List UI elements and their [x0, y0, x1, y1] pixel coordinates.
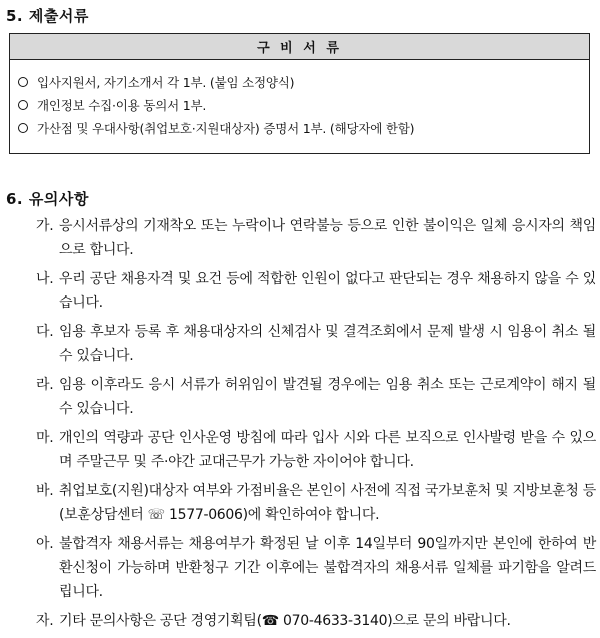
note-label: 아.: [36, 536, 54, 552]
document-item: [18, 93, 589, 116]
document-item: [18, 116, 589, 139]
circle-bullet-icon: [18, 77, 28, 87]
document-item-text: 가산점 및 우대사항(취업보호·지원대상자) 증명서 1부. (해당자에 한함): [37, 120, 415, 136]
note-item: [36, 320, 596, 368]
document-item-text: 개인정보 수집·이용 동의서 1부.: [37, 97, 207, 113]
note-text: 기타 문의사항은 공단 경영기획팀(☎ 070-4633-3140)으로 문의 바랍니다.: [59, 613, 511, 629]
notes-list: [36, 214, 596, 638]
note-item: [36, 532, 596, 604]
note-text: 불합격자 채용서류는 채용여부가 확정된 날 이후 14일부터 90일까지만 본인에 한하여 반환신청이 가능하며 반환청구 기간 이후에는 불합격자의 채용서류 일체를 파기함을 알려드립니다.: [59, 536, 596, 600]
section-5-title: 5. 제출서류: [6, 7, 89, 25]
document-item: [18, 70, 589, 93]
circle-bullet-icon: [18, 123, 28, 133]
note-text: 임용 이후라도 응시 서류가 허위임이 발견될 경우에는 임용 취소 또는 근로계약이 해지 될 수 있습니다.: [59, 377, 596, 417]
note-item: [36, 267, 596, 315]
note-label: 자.: [36, 613, 54, 629]
note-text: 취업보호(지원)대상자 여부와 가점비율은 본인이 사전에 직접 국가보훈처 및 지방보훈청 등(보훈상담센터 ☏ 1577-0606)에 확인하여야 합니다.: [59, 483, 596, 523]
note-label: 라.: [36, 377, 54, 393]
note-label: 나.: [36, 271, 54, 287]
note-text: 개인의 역량과 공단 인사운영 방침에 따라 입사 시와 다른 보직으로 인사발령 받을 수 있으며 주말근무 및 주·야간 교대근무가 가능한 자이어야 합니다.: [59, 430, 596, 470]
note-label: 바.: [36, 483, 54, 499]
documents-box: [9, 33, 590, 154]
note-text: 응시서류상의 기재착오 또는 누락이나 연락불능 등으로 인한 불이익은 일체 응시자의 책임으로 합니다.: [59, 218, 596, 258]
circle-bullet-icon: [18, 100, 28, 110]
section-6-title: 6. 유의사항: [6, 190, 89, 208]
note-text: 우리 공단 채용자격 및 요건 등에 적합한 인원이 없다고 판단되는 경우 채용하지 않을 수 있습니다.: [59, 271, 596, 311]
note-item: [36, 609, 596, 633]
note-item: [36, 479, 596, 527]
note-item: [36, 373, 596, 421]
documents-list: [10, 60, 589, 139]
document-item-text: 입사지원서, 자기소개서 각 1부. (붙임 소정양식): [37, 74, 295, 90]
note-label: 마.: [36, 430, 54, 446]
note-item: [36, 426, 596, 474]
note-label: 가.: [36, 218, 54, 234]
note-text: 임용 후보자 등록 후 채용대상자의 신체검사 및 결격조회에서 문제 발생 시 임용이 취소 될 수 있습니다.: [59, 324, 596, 364]
note-item: [36, 214, 596, 262]
note-label: 다.: [36, 324, 54, 340]
documents-box-header: 구 비 서 류: [10, 34, 589, 60]
